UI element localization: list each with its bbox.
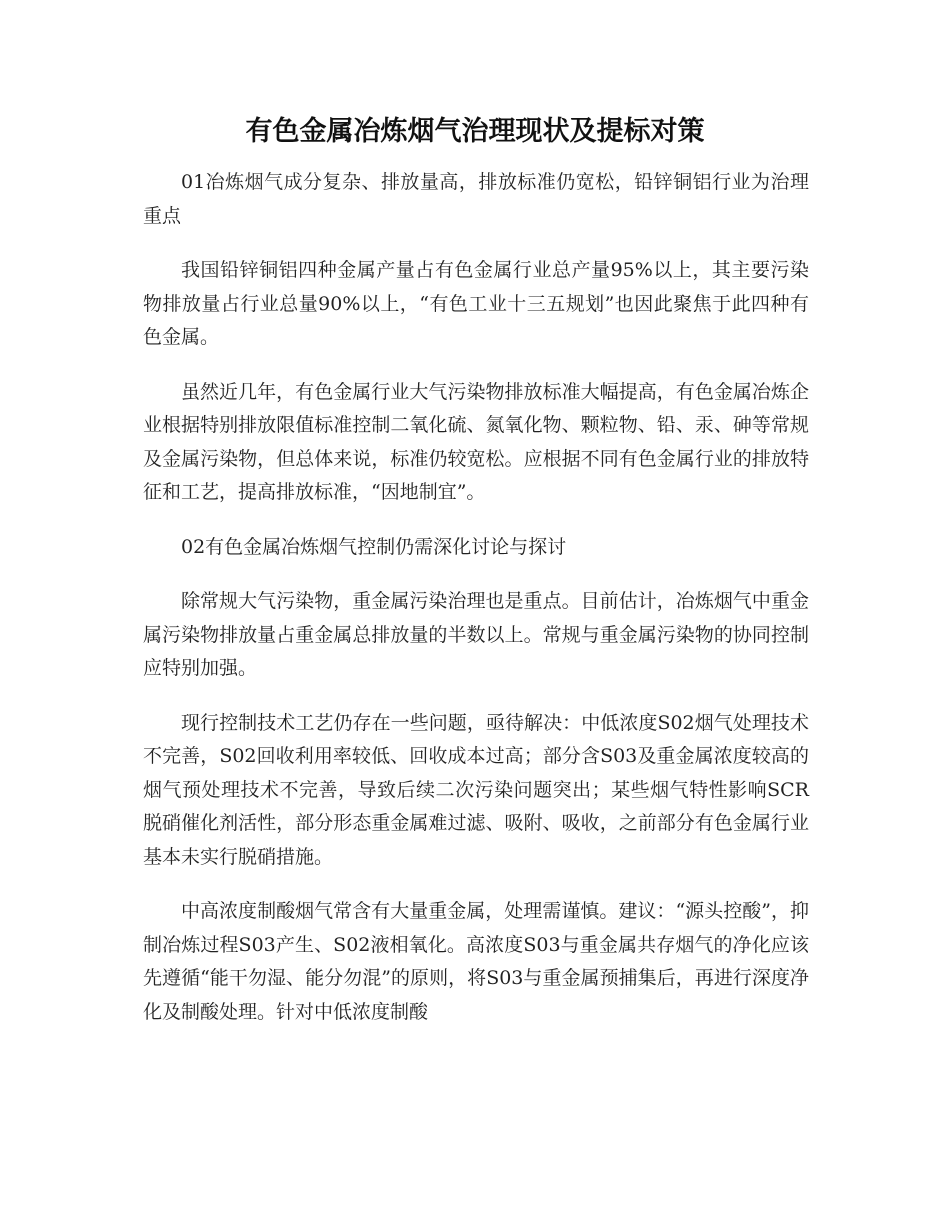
paragraph-emission-standards: 虽然近几年，有色金属行业大气污染物排放标准大幅提高，有色金属冶炼企业根据特别排放限值标准控制二氧化硫、氮氧化物、颗粒物、铅、汞、砷等常规及金属污染物，但总体来说，标准仍较宽松。应根据不同有色金属行业的排放特征和工艺，提高排放标准，“因地制宜”。 — [143, 380, 809, 503]
paragraph-section-02-heading: 02有色金属冶炼烟气控制仍需深化讨论与探讨 — [181, 535, 567, 558]
paragraph-heavy-metals: 除常规大气污染物，重金属污染治理也是重点。目前估计，冶炼烟气中重金属污染物排放量占重金属总排放量的半数以上。常规与重金属污染物的协同控制应特别加强。 — [143, 590, 809, 679]
document-body — [143, 166, 809, 1050]
paragraph-acid-flue-gas: 中高浓度制酸烟气常含有大量重金属，处理需谨慎。建议：“源头控酸”，抑制冶炼过程S03产生、S02液相氧化。高浓度S03与重金属共存烟气的净化应该先遵循“能干勿湿、能分勿混”的原则，将S03与重金属预捕集后，再进行深度净化及制酸处理。针对中低浓度制酸 — [143, 900, 809, 1023]
paragraph-section-01-heading: 01冶炼烟气成分复杂、排放量高，排放标准仍宽松，铅锌铜铝行业为治理重点 — [143, 171, 809, 227]
document-title: 有色金属冶炼烟气治理现状及提标对策 — [245, 116, 705, 147]
paragraph-technical-problems: 现行控制技术工艺仍存在一些问题，亟待解决：中低浓度S02烟气处理技术不完善，S02回收利用率较低、回收成本过高；部分含S03及重金属浓度较高的烟气预处理技术不完善，导致后续二次污染问题突出；某些烟气特性影响SCR脱硝催化剂活性，部分形态重金属难过滤、吸附、吸收，之前部分有色金属行业基本未实行脱硝措施。 — [143, 711, 809, 868]
paragraph-metal-output: 我国铅锌铜铝四种金属产量占有色金属行业总产量95%以上，其主要污染物排放量占行业总量90%以上，“有色工业十三五规划”也因此聚焦于此四种有色金属。 — [143, 259, 809, 348]
